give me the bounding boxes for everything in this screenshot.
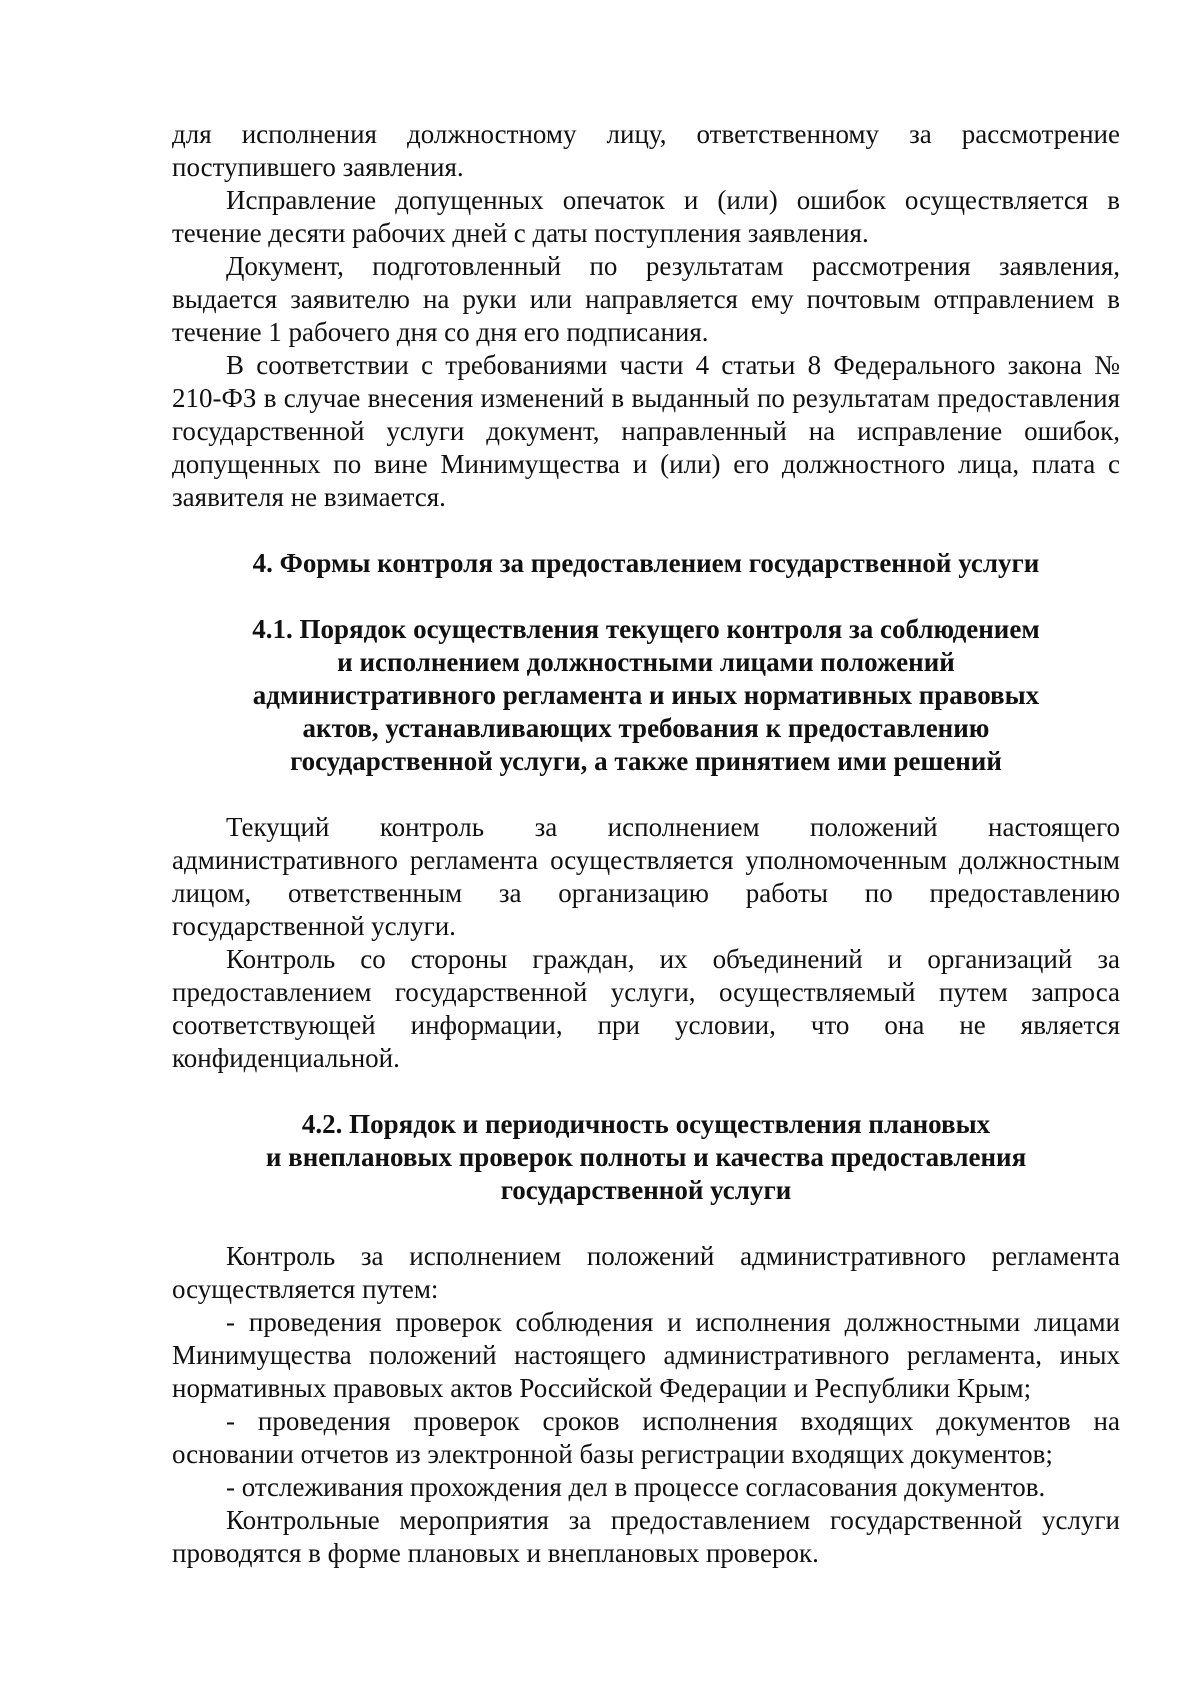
heading-line: государственной услуги <box>500 1175 792 1205</box>
paragraph: Документ, подготовленный по результатам рассмотрения заявления, выдается заявителю на руки или направляется ему почтовым отправлением в течение 1 рабочего дня со дня его подписания. <box>172 251 1120 347</box>
paragraph: Текущий контроль за исполнением положений настоящего административного регламента осуществляется уполномоченным должностным лицом, ответственным за организацию работы по предоставлению государственной услуги. <box>172 812 1120 941</box>
section-heading-4: 4. Формы контроля за предоставлением государственной услуги <box>252 548 1040 578</box>
heading-line: 4.1. Порядок осуществления текущего контроля за соблюдением <box>252 614 1040 644</box>
paragraph: Контроль за исполнением положений административного регламента осуществляется путем: <box>172 1241 1120 1304</box>
heading-line: и внеплановых проверок полноты и качества предоставления <box>265 1142 1027 1172</box>
paragraph: Контроль со стороны граждан, их объединений и организаций за предоставлением государственной услуги, осуществляемый путем запроса соответствующей информации, при условии, что она не является конфиденциальной. <box>172 944 1120 1073</box>
heading-line: административного регламента и иных нормативных правовых <box>252 680 1040 710</box>
paragraph: для исполнения должностному лицу, ответственному за рассмотрение поступившего заявления. <box>172 119 1120 182</box>
heading-line: актов, устанавливающих требования к предоставлению <box>302 713 990 743</box>
heading-line: государственной услуги, а также принятием ими решений <box>290 746 1002 776</box>
list-item: - проведения проверок сроков исполнения входящих документов на основании отчетов из электронной базы регистрации входящих документов; <box>172 1406 1120 1469</box>
section-heading-4-1 <box>172 613 1120 778</box>
document-page <box>172 118 1120 1570</box>
paragraph: В соответствии с требованиями части 4 статьи 8 Федерального закона № 210-ФЗ в случае внесения изменений в выданный по результатам предоставления государственной услуги документ, направленный на исправление ошибок, допущенных по вине Минимущества и (или) его должностного лица, плата с заявителя не взимается. <box>172 350 1120 512</box>
paragraph: Контрольные мероприятия за предоставлением государственной услуги проводятся в форме плановых и внеплановых проверок. <box>172 1505 1120 1568</box>
heading-line: 4.2. Порядок и периодичность осуществления плановых <box>301 1109 991 1139</box>
heading-line: и исполнением должностными лицами положений <box>337 647 955 677</box>
list-item: - отслеживания прохождения дел в процессе согласования документов. <box>226 1472 1046 1502</box>
list-item: - проведения проверок соблюдения и исполнения должностными лицами Минимущества положений настоящего административного регламента, иных нормативных правовых актов Российской Федерации и Республики Крым; <box>172 1307 1120 1403</box>
section-heading-4-2 <box>172 1108 1120 1207</box>
paragraph: Исправление допущенных опечаток и (или) ошибок осуществляется в течение десяти рабочих дней с даты поступления заявления. <box>172 185 1120 248</box>
